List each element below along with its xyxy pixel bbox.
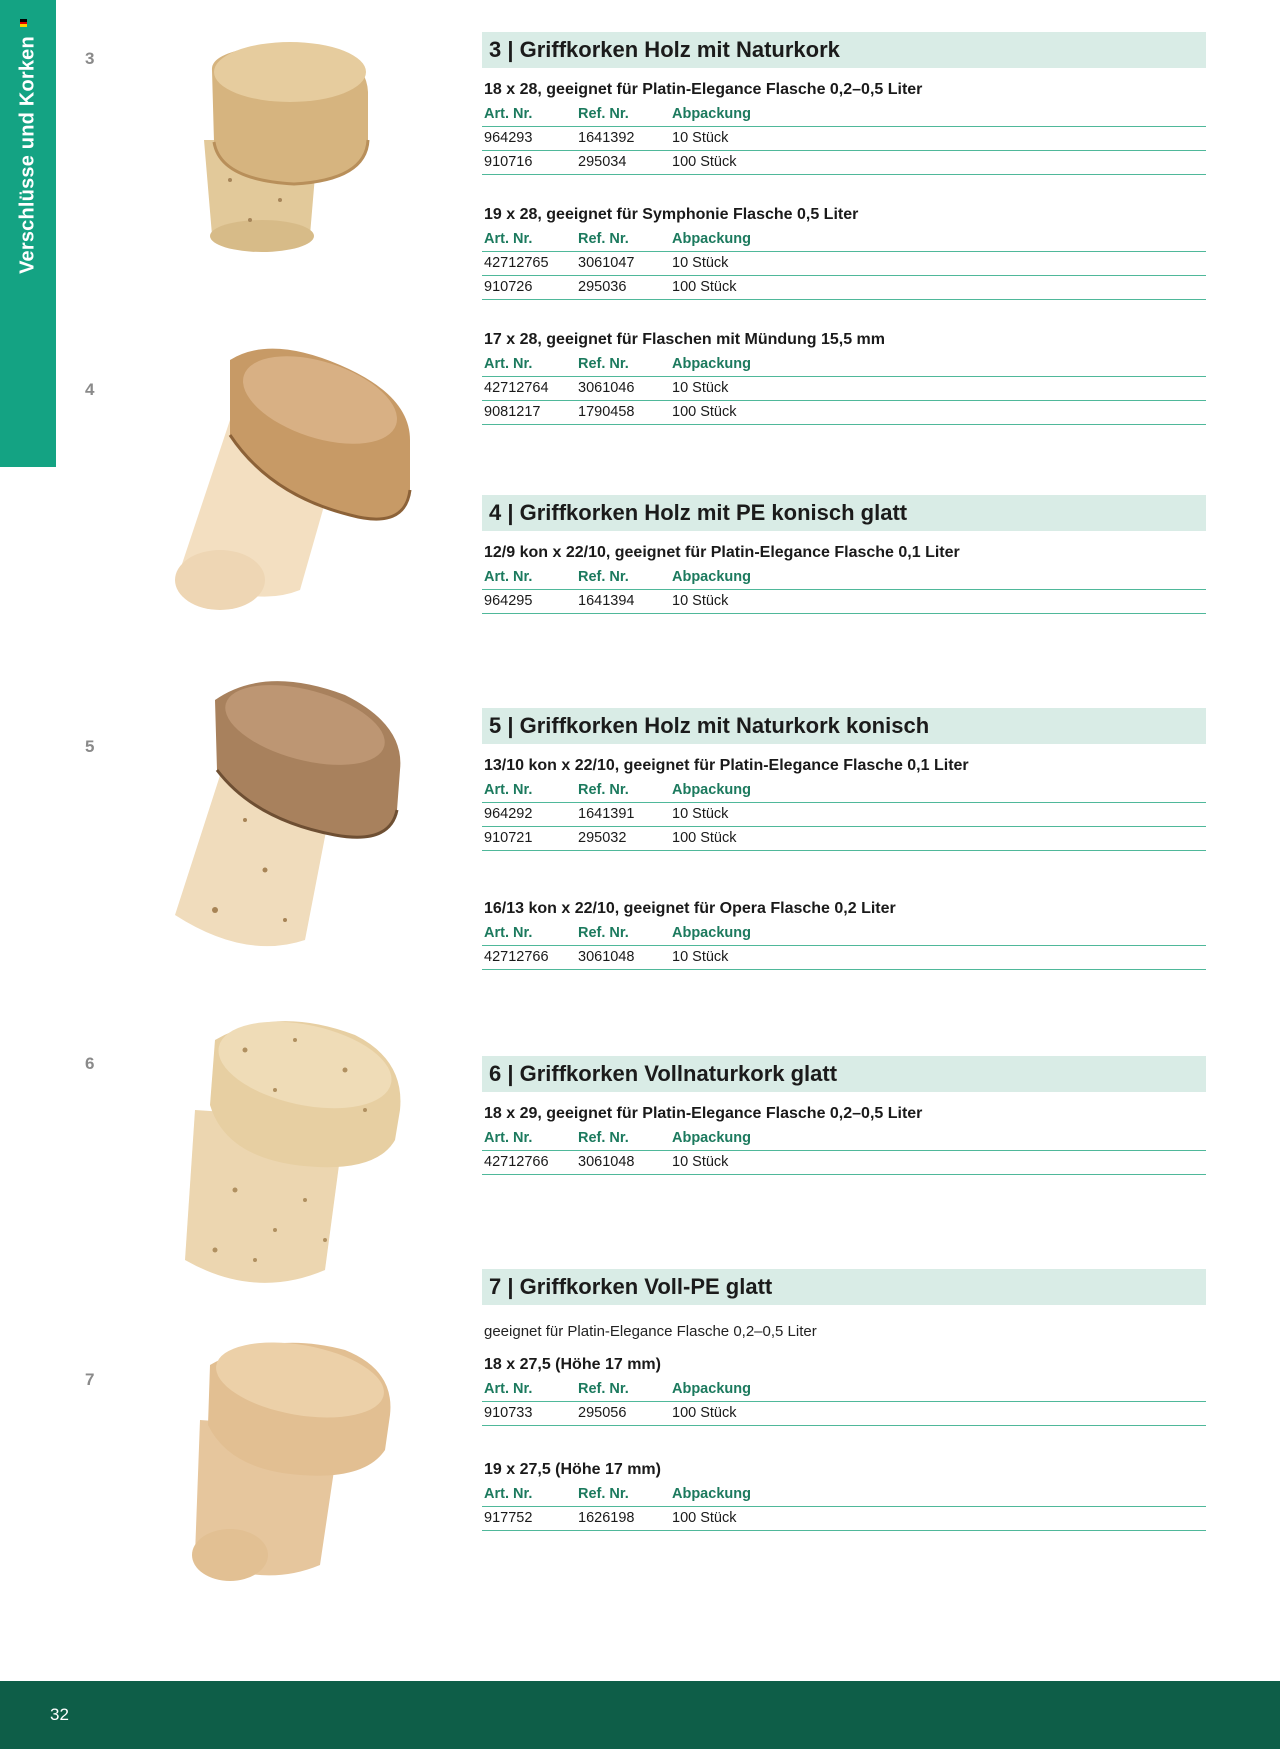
size-subtitle: 17 x 28, geeignet für Flaschen mit Mündung 15,5 mm — [484, 331, 885, 348]
section-title: 4 | Griffkorken Holz mit PE konisch glatt — [482, 495, 1206, 531]
product-section-5 — [482, 708, 1206, 970]
german-flag-icon — [20, 19, 27, 27]
table-header: Art. Nr. Ref. Nr. Abpackung — [482, 778, 1206, 803]
image-number: 6 — [85, 1054, 95, 1073]
flag-stripe-gold — [20, 24, 27, 27]
table-row: 964292 1641391 10 Stück — [482, 803, 1206, 827]
section-title: 3 | Griffkorken Holz mit Naturkork — [482, 32, 1206, 68]
category-side-tab — [0, 0, 56, 467]
table-header: Art. Nr. Ref. Nr. Abpackung — [482, 352, 1206, 377]
table-header: Art. Nr. Ref. Nr. Abpackung — [482, 1126, 1206, 1151]
product-section-7 — [482, 1269, 1206, 1531]
page-number: 32 — [50, 1705, 69, 1724]
table-row: 910726 295036 100 Stück — [482, 276, 1206, 300]
image-number: 4 — [85, 380, 95, 399]
image-number: 5 — [85, 737, 95, 756]
section-title: 6 | Griffkorken Vollnaturkork glatt — [482, 1056, 1206, 1092]
table-header: Art. Nr. Ref. Nr. Abpackung — [482, 102, 1206, 127]
table-row: 42712764 3061046 10 Stück — [482, 377, 1206, 401]
cork-wood-natural-image — [170, 30, 400, 270]
table-header: Art. Nr. Ref. Nr. Abpackung — [482, 1482, 1206, 1507]
category-label: Verschlüsse und Korken — [16, 36, 39, 274]
table-row: 9081217 1790458 100 Stück — [482, 401, 1206, 425]
size-subtitle: 18 x 28, geeignet für Platin-Elegance Flasche 0,2–0,5 Liter — [484, 81, 923, 98]
table-row: 910733 295056 100 Stück — [482, 1402, 1206, 1426]
table-row: 910721 295032 100 Stück — [482, 827, 1206, 851]
size-subtitle: 16/13 kon x 22/10, geeignet für Opera Flasche 0,2 Liter — [484, 900, 896, 917]
size-subtitle: 19 x 27,5 (Höhe 17 mm) — [484, 1461, 661, 1478]
page-footer — [0, 1681, 1280, 1749]
table-header: Art. Nr. Ref. Nr. Abpackung — [482, 227, 1206, 252]
section-title: 7 | Griffkorken Voll-PE glatt — [482, 1269, 1206, 1305]
cork-wood-natural-conical-image — [155, 670, 415, 970]
table-row: 42712765 3061047 10 Stück — [482, 252, 1206, 276]
product-section-6 — [482, 1056, 1206, 1175]
image-number: 3 — [85, 49, 95, 68]
table-header: Art. Nr. Ref. Nr. Abpackung — [482, 921, 1206, 946]
size-subtitle: 19 x 28, geeignet für Symphonie Flasche 0,5 Liter — [484, 206, 859, 223]
cork-wood-pe-image — [160, 340, 420, 640]
section-description: geeignet für Platin-Elegance Flasche 0,2–0,5 Liter — [484, 1323, 817, 1340]
cork-full-pe-image — [160, 1330, 410, 1610]
size-subtitle: 12/9 kon x 22/10, geeignet für Platin-Elegance Flasche 0,1 Liter — [484, 544, 960, 561]
size-subtitle: 18 x 27,5 (Höhe 17 mm) — [484, 1356, 661, 1373]
product-section-3 — [482, 32, 1206, 425]
size-subtitle: 18 x 29, geeignet für Platin-Elegance Flasche 0,2–0,5 Liter — [484, 1105, 923, 1122]
table-row: 42712766 3061048 10 Stück — [482, 1151, 1206, 1175]
cork-full-natural-image — [155, 1010, 415, 1310]
section-title: 5 | Griffkorken Holz mit Naturkork konisch — [482, 708, 1206, 744]
table-row: 42712766 3061048 10 Stück — [482, 946, 1206, 970]
size-subtitle: 13/10 kon x 22/10, geeignet für Platin-Elegance Flasche 0,1 Liter — [484, 757, 969, 774]
table-row: 964295 1641394 10 Stück — [482, 590, 1206, 614]
table-header: Art. Nr. Ref. Nr. Abpackung — [482, 565, 1206, 590]
table-header: Art. Nr. Ref. Nr. Abpackung — [482, 1377, 1206, 1402]
table-row: 917752 1626198 100 Stück — [482, 1507, 1206, 1531]
product-section-4 — [482, 495, 1206, 614]
table-row: 910716 295034 100 Stück — [482, 151, 1206, 175]
image-number: 7 — [85, 1370, 95, 1389]
table-row: 964293 1641392 10 Stück — [482, 127, 1206, 151]
